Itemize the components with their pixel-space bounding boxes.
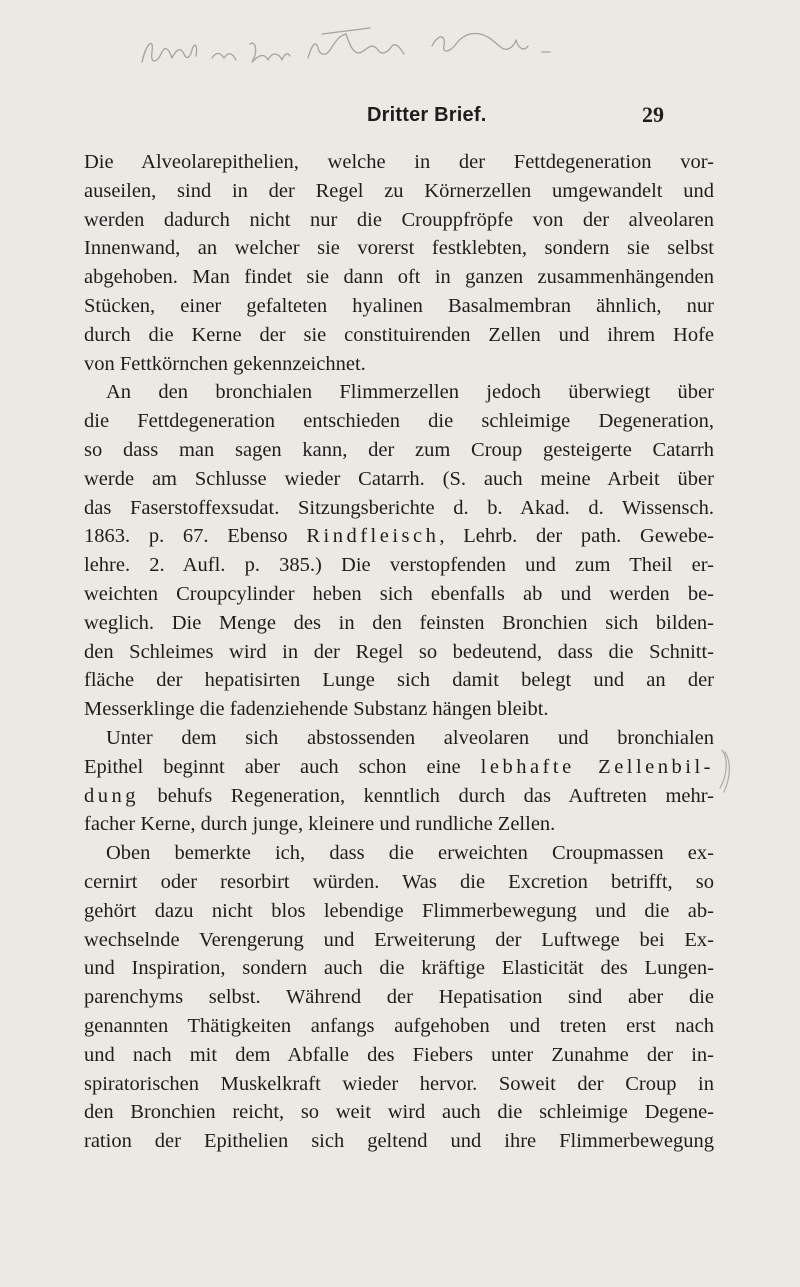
- text-line: lehre. 2. Aufl. p. 385.) Die verstopfenden und zum Theil er-: [84, 554, 714, 577]
- text-line: gehört dazu nicht blos lebendige Flimmerbewegung und die ab-: [84, 899, 714, 922]
- text-line: und nach mit dem Abfalle des Fiebers unter Zunahme der in-: [84, 1043, 714, 1066]
- text-line: und Inspiration, sondern auch die kräftige Elasticität des Lungen-: [84, 957, 714, 980]
- text-line: werde am Schlusse wieder Catarrh. (S. auch meine Arbeit über: [84, 467, 714, 490]
- text-line: den Schleimes wird in der Regel so bedeutend, dass die Schnitt-: [84, 640, 714, 663]
- text-line: durch die Kerne der sie constituirenden Zellen und ihrem Hofe: [84, 323, 714, 346]
- spaced-emphasis: lebhafte Zellenbil-: [480, 755, 715, 778]
- text-line: das Faserstoffexsudat. Sitzungsberichte d. b. Akad. d. Wissensch.: [84, 496, 714, 519]
- text-line: weichten Croupcylinder heben sich ebenfalls ab und werden be-: [84, 582, 714, 605]
- text-line: den Bronchien reicht, so weit wird auch die schleimige Degene-: [84, 1101, 714, 1124]
- text-line: wechselnde Verengerung und Erweiterung der Luftwege bei Ex-: [84, 928, 714, 951]
- page-number: 29: [642, 102, 664, 127]
- text-line: weglich. Die Menge des in den feinsten Bronchien sich bilden-: [84, 611, 714, 634]
- text-line: spiratorischen Muskelkraft wieder hervor. Soweit der Croup in: [84, 1072, 714, 1095]
- text-segment: , Lehrb. der path. Gewebe-: [439, 525, 714, 548]
- spaced-emphasis: dung: [84, 784, 139, 807]
- text-line: genannten Thätigkeiten anfangs aufgehoben und treten erst nach: [84, 1014, 714, 1037]
- text-line: An den bronchialen Flimmerzellen jedoch überwiegt über: [106, 381, 714, 404]
- running-title: Dritter Brief.: [367, 104, 487, 126]
- text-line: Oben bemerkte ich, dass die erweichten Croupmassen ex-: [106, 842, 714, 865]
- text-line: Stücken, einer gefalteten hyalinen Basalmembran ähnlich, nur: [84, 294, 714, 317]
- text-line: fläche der hepatisirten Lunge sich damit belegt und an der: [84, 669, 714, 692]
- text-line: Innenwand, an welcher sie vorerst festklebten, sondern sie selbst: [84, 237, 714, 260]
- text-line: abgehoben. Man findet sie dann oft in ganzen zusammenhängenden: [84, 266, 714, 289]
- text-segment: Epithel beginnt aber auch schon eine: [84, 755, 481, 778]
- text-line: Messerklinge die fadenziehende Substanz hängen bleibt.: [84, 698, 549, 721]
- page-header: [0, 100, 800, 140]
- text-line: von Fettkörnchen gekennzeichnet.: [84, 352, 366, 375]
- text-segment: 1863. p. 67. Ebenso: [84, 525, 307, 548]
- text-line: so dass man sagen kann, der zum Croup gesteigerte Catarrh: [84, 438, 714, 461]
- handwritten-annotation: [140, 22, 610, 72]
- text-line: ration der Epithelien sich geltend und ihre Flimmerbewegung: [84, 1130, 714, 1153]
- text-line: die Fettdegeneration entschieden die schleimige Degeneration,: [84, 410, 714, 433]
- text-line: Unter dem sich abstossenden alveolaren und bronchialen: [106, 726, 714, 749]
- body-text: [84, 148, 714, 1156]
- text-line: cernirt oder resorbirt würden. Was die Excretion betrifft, so: [84, 870, 714, 893]
- text-line: [84, 522, 714, 551]
- text-line: parenchyms selbst. Während der Hepatisation sind aber die: [84, 986, 714, 1009]
- text-line: [84, 753, 714, 782]
- text-line: Die Alveolarepithelien, welche in der Fettdegeneration vor-: [84, 151, 714, 173]
- spaced-author-name: Rindfleisch: [306, 525, 440, 548]
- text-line: facher Kerne, durch junge, kleinere und rundliche Zellen.: [84, 813, 556, 836]
- text-segment: behufs Regeneration, kenntlich durch das Auftreten mehr-: [139, 784, 714, 807]
- text-line: auseilen, sind in der Regel zu Körnerzellen umgewandelt und: [84, 179, 714, 202]
- text-line: werden dadurch nicht nur die Crouppfröpfe von der alveolaren: [84, 208, 714, 231]
- margin-pencil-mark: [716, 748, 736, 794]
- text-line: [84, 782, 714, 811]
